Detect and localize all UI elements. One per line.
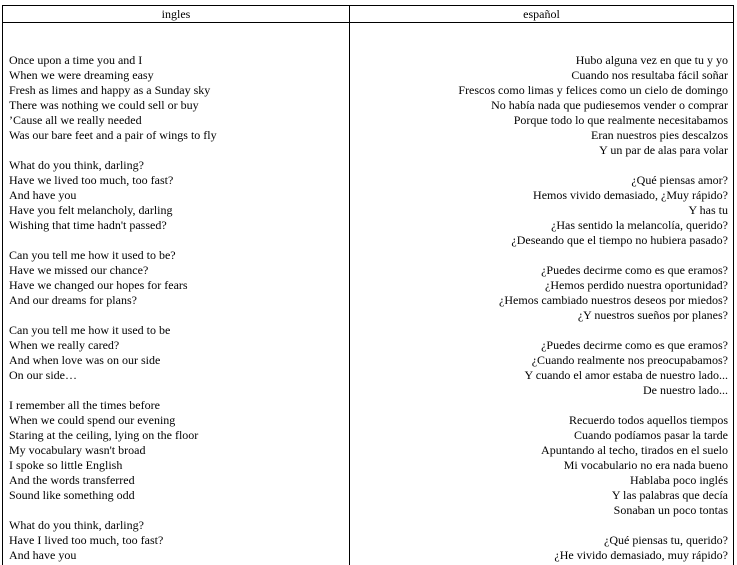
lyric-line: And have you [9, 548, 77, 562]
lyric-line: Apuntando al techo, tirados en el suelo [541, 443, 728, 457]
lyric-line: On our side… [9, 368, 77, 382]
lyric-line: What do you think, darling? [9, 158, 144, 172]
lyric-line: There was nothing we could sell or buy [9, 98, 199, 112]
lyric-line: ¿Y nuestros sueños por planes? [577, 308, 728, 322]
column-divider [349, 6, 350, 565]
lyric-line: Y has tu [688, 203, 728, 217]
lyric-line: Mi vocabulario no era nada bueno [563, 458, 728, 472]
lyric-line: Have we missed our chance? [9, 263, 149, 277]
lyric-line: Wishing that time hadn't passed? [9, 218, 167, 232]
lyric-line: Hablaba poco inglés [630, 473, 728, 487]
lyric-line [9, 383, 344, 398]
lyric-line: Frescos como limas y felices como un cielo de domingo [458, 83, 728, 97]
lyric-line [355, 398, 728, 413]
lyric-line: Have we lived too much, too fast? [9, 173, 174, 187]
lyric-line: I remember all the times before [9, 398, 160, 412]
lyric-line: Fresh as limes and happy as a Sunday sky [9, 83, 211, 97]
lyric-line [355, 158, 728, 173]
lyric-line: ¿Hemos cambiado nuestros deseos por miedos? [499, 293, 728, 307]
lyric-line: Hemos vivido demasiado, ¿Muy rápido? [533, 188, 728, 202]
lyric-line [355, 518, 728, 533]
lyric-line: ¿Deseando que el tiempo no hubiera pasado? [511, 233, 728, 247]
lyric-line: And the words transferred [9, 473, 135, 487]
header-spanish: español [523, 7, 560, 21]
lyric-line: De nuestro lado... [643, 383, 728, 397]
lyric-line: Have we changed our hopes for fears [9, 278, 188, 292]
spanish-lyrics-column [355, 53, 728, 563]
lyric-line: ’Cause all we really needed [9, 113, 142, 127]
lyric-line: Y cuando el amor estaba de nuestro lado... [524, 368, 728, 382]
lyric-line: When we could spend our evening [9, 413, 176, 427]
lyric-line: What do you think, darling? [9, 518, 144, 532]
lyric-line: No había nada que pudiesemos vender o comprar [491, 98, 728, 112]
lyric-line: Can you tell me how it used to be? [9, 248, 176, 262]
lyric-line: Porque todo lo que realmente necesitabamos [513, 113, 728, 127]
lyric-line [355, 323, 728, 338]
lyric-line: Eran nuestros pies descalzos [591, 128, 728, 142]
english-lyrics-column [9, 53, 344, 563]
lyric-line: ¿Puedes decirme como es que eramos? [541, 263, 728, 277]
lyric-line: Hubo alguna vez en que tu y yo [575, 53, 728, 67]
table-header-row [3, 6, 733, 23]
lyric-line: And our dreams for plans? [9, 293, 137, 307]
lyric-line: Cuando nos resultaba fácil soñar [571, 68, 728, 82]
lyric-line [9, 233, 344, 248]
lyric-line: When we really cared? [9, 338, 120, 352]
lyric-line: ¿Qué piensas tu, querido? [604, 533, 728, 547]
lyric-line: Have you felt melancholy, darling [9, 203, 173, 217]
lyrics-table [2, 5, 734, 565]
lyric-line: ¿Hemos perdido nuestra oportunidad? [545, 278, 728, 292]
lyric-line: Was our bare feet and a pair of wings to fly [9, 128, 217, 142]
lyric-line: I spoke so little English [9, 458, 123, 472]
lyric-line: Have I lived too much, too fast? [9, 533, 164, 547]
lyric-line: Once upon a time you and I [9, 53, 143, 67]
lyric-line: ¿Has sentido la melancolía, querido? [551, 218, 728, 232]
lyric-line: ¿Puedes decirme como es que eramos? [541, 338, 728, 352]
lyric-line: Y un par de alas para volar [599, 143, 728, 157]
lyric-line [9, 503, 344, 518]
lyric-line: And have you [9, 188, 77, 202]
lyric-line: Y las palabras que decía [611, 488, 728, 502]
lyric-line: My vocabulary wasn't broad [9, 443, 146, 457]
lyric-line: Recuerdo todos aquellos tiempos [569, 413, 728, 427]
lyric-line: Sound like something odd [9, 488, 135, 502]
lyric-line: ¿He vivido demasiado, muy rápido? [554, 548, 728, 562]
lyric-line [9, 143, 344, 158]
header-english: ingles [161, 7, 191, 21]
lyric-line: Can you tell me how it used to be [9, 323, 171, 337]
lyric-line: ¿Qué piensas amor? [631, 173, 728, 187]
lyric-line: Staring at the ceiling, lying on the floor [9, 428, 199, 442]
lyric-line [355, 248, 728, 263]
lyric-line [9, 308, 344, 323]
lyric-line: And when love was on our side [9, 353, 161, 367]
lyric-line: Cuando podíamos pasar la tarde [574, 428, 728, 442]
lyric-line: ¿Cuando realmente nos preocupabamos? [531, 353, 728, 367]
lyric-line: When we were dreaming easy [9, 68, 154, 82]
lyric-line: Sonaban un poco tontas [613, 503, 728, 517]
